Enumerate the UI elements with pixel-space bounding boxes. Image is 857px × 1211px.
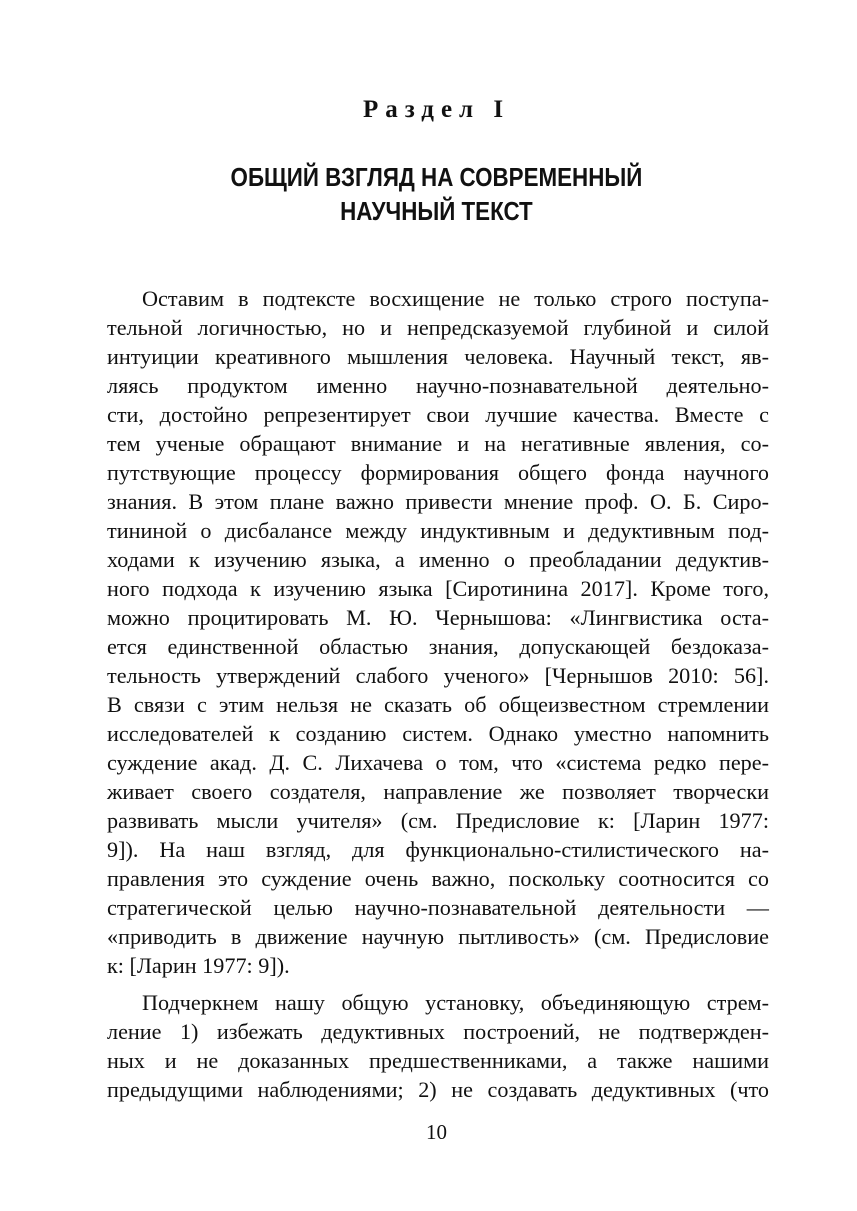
text-line: ление 1) избежать дедуктивных построений, не подтвержден- — [107, 1019, 769, 1044]
text-line: «приводить в движение научную пытливость» (см. Предисловие — [107, 924, 769, 949]
text-line: Подчеркнем нашу общую установку, объединяющую стрем- — [142, 990, 769, 1015]
text-line: тельность утверждений слабого ученого» [Чернышов 2010: 56]. — [107, 663, 769, 688]
text-line: правления это суждение очень важно, поскольку соотносится со — [107, 866, 769, 891]
text-line: исследователей к созданию систем. Однако уместно напомнить — [107, 721, 769, 746]
text-line: интуиции креативного мышления человека. Научный текст, яв- — [107, 344, 769, 369]
section-label: Раздел I — [362, 96, 511, 123]
chapter-title — [61, 160, 812, 228]
page-number: 10 — [426, 1120, 447, 1144]
text-line: ного подхода к изучению языка [Сиротинина 2017]. Кроме того, — [107, 576, 769, 601]
body-text — [107, 284, 769, 1104]
text-line: суждение акад. Д. С. Лихачева о том, что «система редко пере- — [107, 750, 769, 775]
text-line: тельной логичностью, но и непредсказуемой глубиной и силой — [107, 315, 769, 340]
text-line: знания. В этом плане важно привести мнение проф. О. Б. Сиро- — [107, 489, 769, 514]
text-line: ходами к изучению языка, а именно о преобладании дедуктив- — [107, 547, 769, 572]
text-line: ляясь продуктом именно научно-познавательной деятельно- — [107, 373, 769, 398]
text-line: к: [Ларин 1977: 9]). — [107, 953, 290, 978]
chapter-title-line: ОБЩИЙ ВЗГЛЯД НА СОВРЕМЕННЫЙ — [230, 162, 643, 192]
text-line: ных и не доказанных предшественниками, а также нашими — [107, 1048, 769, 1073]
paragraph — [107, 988, 769, 1104]
text-line: можно процитировать М. Ю. Чернышова: «Лингвистика оста- — [107, 605, 769, 630]
text-line: В связи с этим нельзя не сказать об общеизвестном стремлении — [107, 692, 769, 717]
text-line: путствующие процессу формирования общего фонда научного — [107, 460, 769, 485]
text-line: тининой о дисбалансе между индуктивным и дедуктивным под- — [107, 518, 769, 543]
text-line: живает своего создателя, направление же позволяет творчески — [107, 779, 769, 804]
text-line: стратегической целью научно-познавательной деятельности — — [107, 895, 769, 920]
text-line: 9]). На наш взгляд, для функционально-стилистического на- — [107, 837, 769, 862]
text-line: развивать мысли учителя» (см. Предисловие к: [Ларин 1977: — [107, 808, 769, 833]
text-line: ется единственной областью знания, допускающей бездоказа- — [107, 634, 769, 659]
chapter-title-line: НАУЧНЫЙ ТЕКСТ — [340, 196, 533, 226]
text-line: сти, достойно репрезентирует свои лучшие качества. Вместе с — [107, 402, 769, 427]
text-line: тем ученые обращают внимание и на негативные явления, со- — [107, 431, 769, 456]
text-line: предыдущими наблюдениями; 2) не создавать дедуктивных (что — [107, 1077, 769, 1102]
paragraph-gap — [107, 980, 769, 988]
text-line: Оставим в подтексте восхищение не только строго поступа- — [142, 286, 769, 311]
paragraph — [107, 284, 769, 980]
